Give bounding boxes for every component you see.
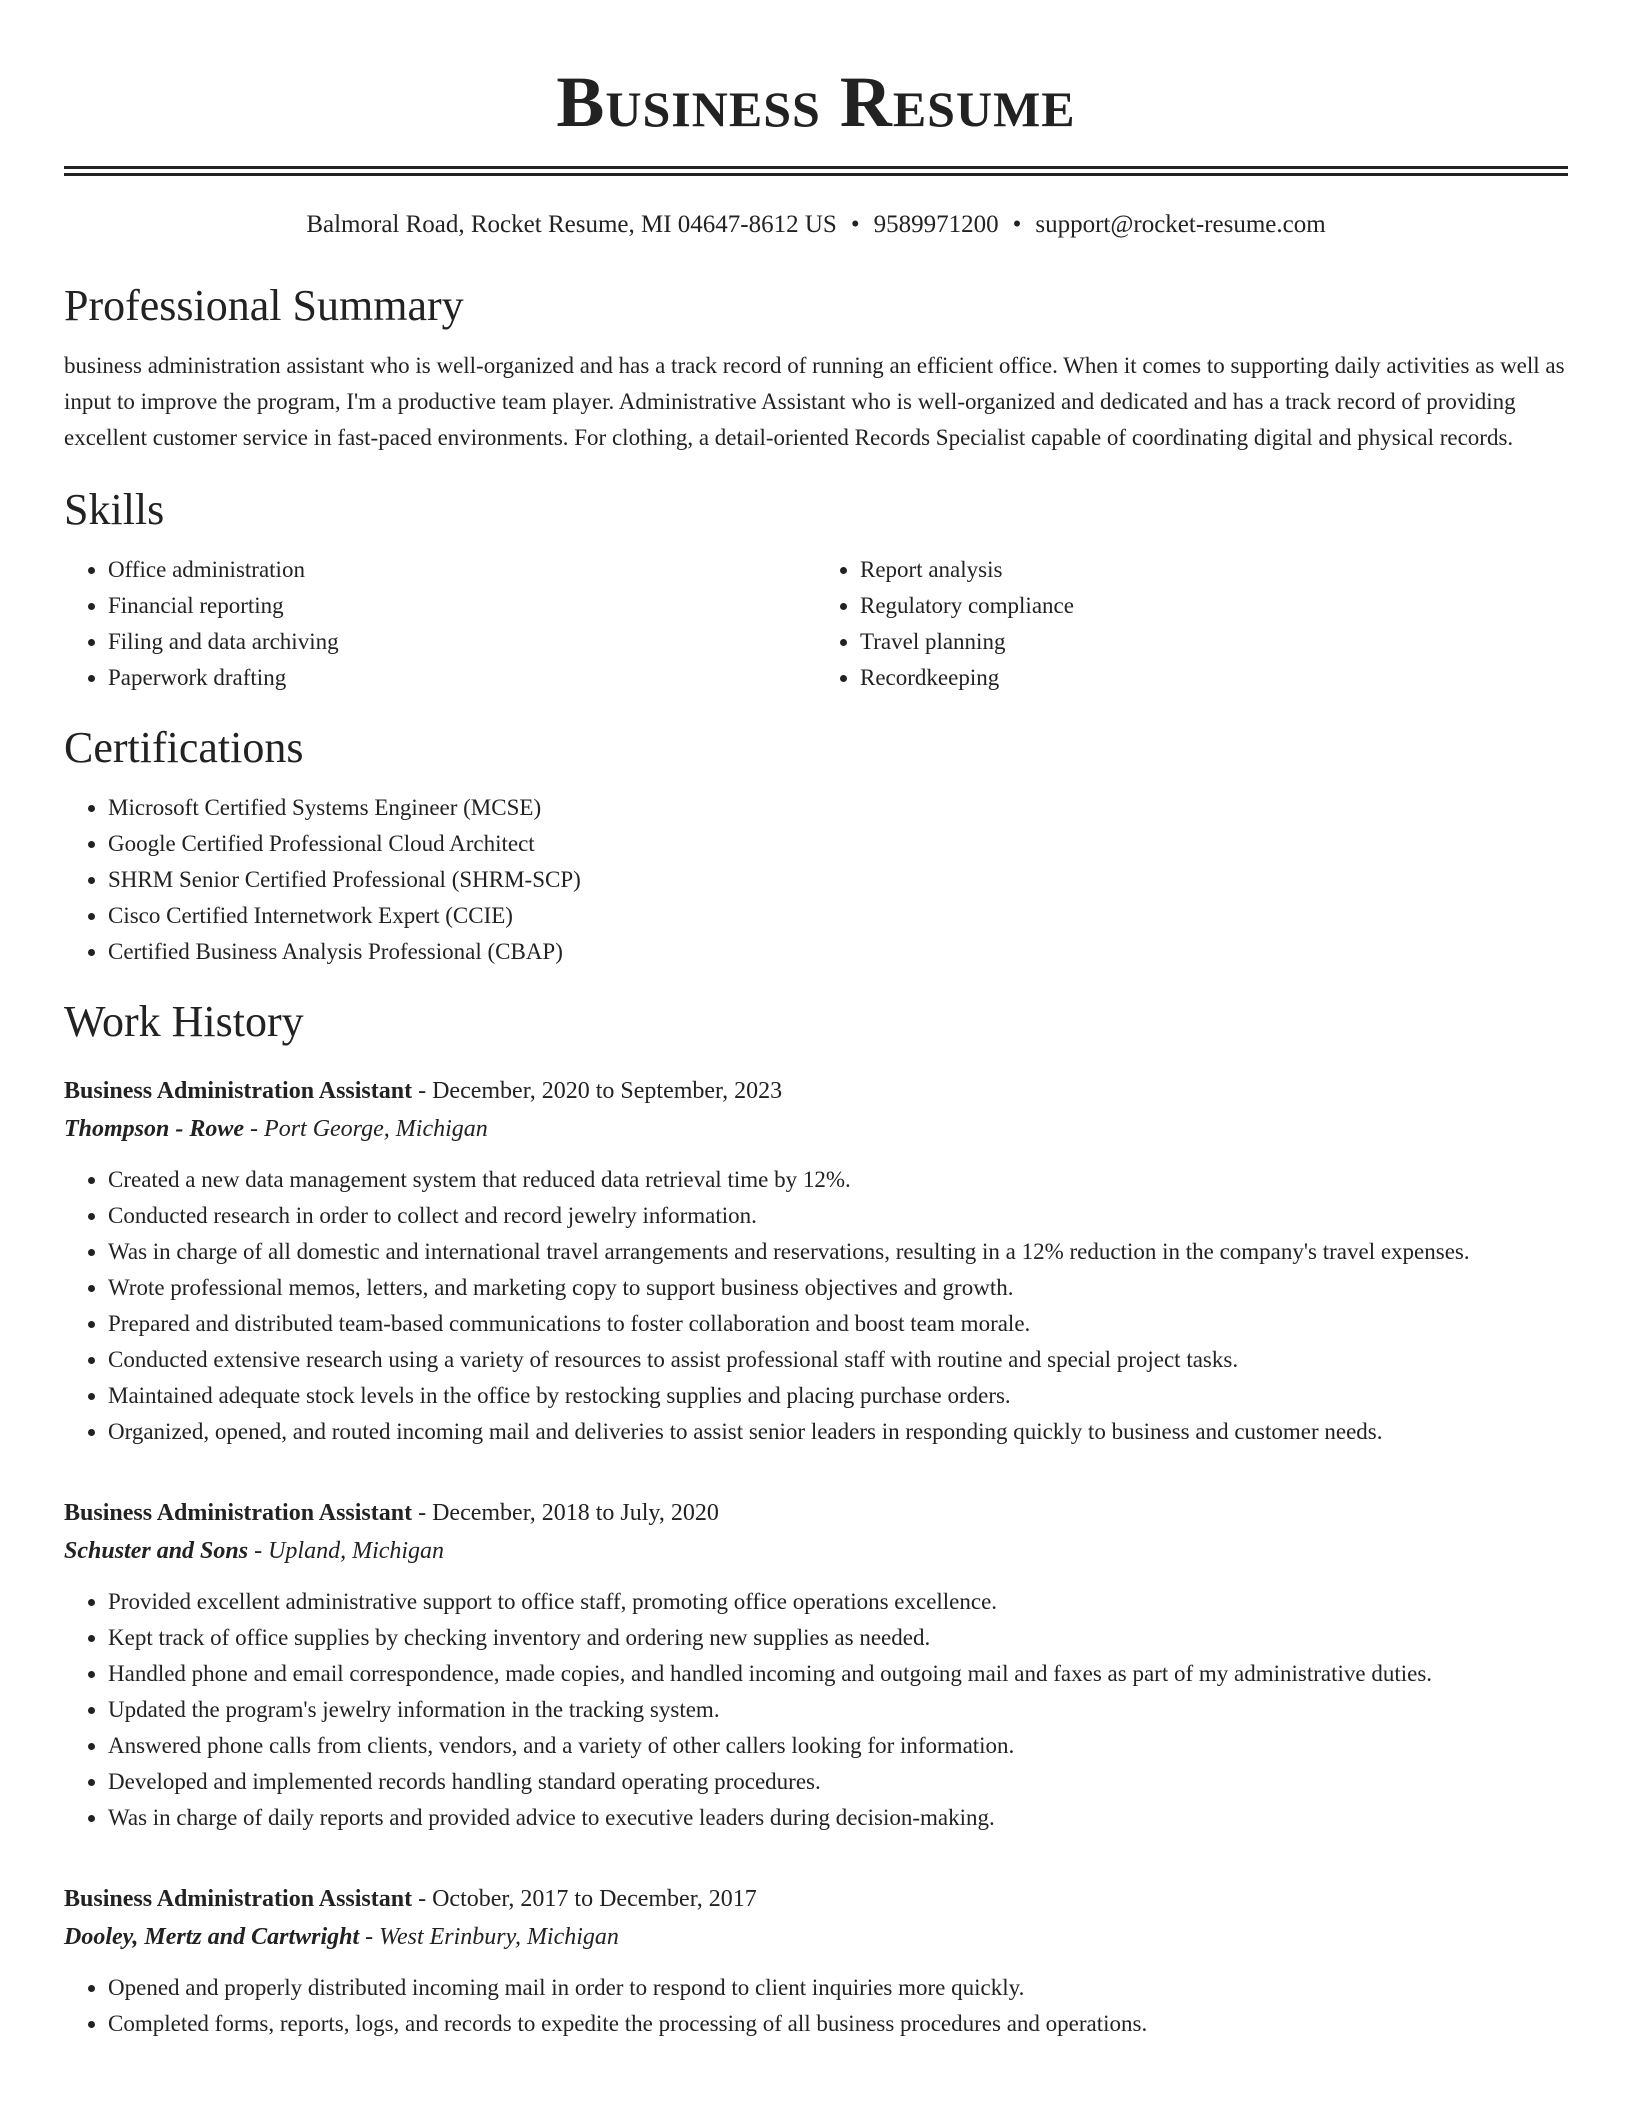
job-employer-line <box>64 1110 1568 1148</box>
job-dates: October, 2017 to December, 2017 <box>432 1886 757 1912</box>
certification-item: • SHRM Senior Certified Professional (SHRM-SCP) <box>108 862 1568 898</box>
job-location: West Erinbury, Michigan <box>379 1924 619 1950</box>
job-duty-item: • Created a new data management system that reduced data retrieval time by 12%. <box>108 1162 1568 1198</box>
skills-columns <box>64 552 1568 696</box>
job-dash: - <box>244 1116 265 1142</box>
summary-text: business administration assistant who is well-organized and has a track record of running an efficient office. When it comes to supporting daily activities as well as input to improve the program, I'm a productive team player. Administrative Assistant who is well-organized and dedicated and has a track record of providing excellent customer service in fast-paced environments. For clothing, a detail-oriented Records Specialist capable of coordinating digital and physical records. <box>64 353 1565 450</box>
job-dates: December, 2018 to July, 2020 <box>432 1500 719 1526</box>
job-duty-item: • Conducted research in order to collect and record jewelry information. <box>108 1198 1568 1234</box>
job-duty-item: • Kept track of office supplies by checking inventory and ordering new supplies as needed. <box>108 1620 1568 1656</box>
job-duty-item: • Handled phone and email correspondence, made copies, and handled incoming and outgoing mail and faxes as part of my administrative duties. <box>108 1656 1568 1692</box>
job-duty-item: • Provided excellent administrative support to office staff, promoting office operations excellence. <box>108 1584 1568 1620</box>
work-history-section <box>64 996 1568 2042</box>
job-duty-item: • Prepared and distributed team-based communications to foster collaboration and boost team morale. <box>108 1306 1568 1342</box>
job-duty-item: • Maintained adequate stock levels in the office by restocking supplies and placing purchase orders. <box>108 1378 1568 1414</box>
job-location: Upland, Michigan <box>268 1538 445 1564</box>
job-duty-item: • Developed and implemented records handling standard operating procedures. <box>108 1764 1568 1800</box>
skill-item: • Financial reporting <box>108 588 816 624</box>
contact-line <box>64 210 1568 240</box>
job-duty-item: • Conducted extensive research using a variety of resources to assist professional staff with routine and special project tasks. <box>108 1342 1568 1378</box>
job-duty-item: • Was in charge of daily reports and provided advice to executive leaders during decision-making. <box>108 1800 1568 1836</box>
job-dash: - <box>412 1500 433 1526</box>
job-duties-list <box>64 1970 1568 2042</box>
contact-separator: • <box>850 211 860 238</box>
job-duty-item: • Wrote professional memos, letters, and marketing copy to support business objectives and growth. <box>108 1270 1568 1306</box>
contact-email: support@rocket-resume.com <box>1035 211 1326 238</box>
skill-item: • Travel planning <box>860 624 1568 660</box>
skills-list-left <box>64 552 816 696</box>
skill-item: • Office administration <box>108 552 816 588</box>
job-entry <box>64 1880 1568 2042</box>
job-company: Thompson - Rowe <box>64 1116 245 1142</box>
job-employer-line <box>64 1532 1568 1570</box>
job-title-line <box>64 1880 1568 1918</box>
job-duty-item: • Answered phone calls from clients, vendors, and a variety of other callers looking for information. <box>108 1728 1568 1764</box>
skill-item: • Report analysis <box>860 552 1568 588</box>
title-divider <box>64 166 1568 176</box>
skill-item: • Paperwork drafting <box>108 660 816 696</box>
jobs-container <box>64 1072 1568 2042</box>
skills-heading: Skills <box>64 485 165 534</box>
certifications-list <box>64 790 1568 970</box>
summary-section <box>64 280 1568 456</box>
skill-item: • Regulatory compliance <box>860 588 1568 624</box>
skills-list-right <box>816 552 1568 696</box>
resume-title: Business Resume <box>556 62 1076 142</box>
job-title-line <box>64 1494 1568 1532</box>
skills-section <box>64 484 1568 696</box>
certification-item: • Certified Business Analysis Professional (CBAP) <box>108 934 1568 970</box>
skill-item: • Recordkeeping <box>860 660 1568 696</box>
contact-phone: 9589971200 <box>873 211 999 238</box>
job-entry <box>64 1494 1568 1836</box>
job-role: Business Administration Assistant <box>64 1078 413 1104</box>
job-duty-item: • Completed forms, reports, logs, and records to expedite the processing of all business procedures and operations. <box>108 2006 1568 2042</box>
job-duty-item: • Was in charge of all domestic and international travel arrangements and reservations, resulting in a 12% reduction in the company's travel expenses. <box>108 1234 1568 1270</box>
work-history-heading: Work History <box>64 997 304 1046</box>
resume-page <box>64 0 1568 2042</box>
certification-item: • Microsoft Certified Systems Engineer (MCSE) <box>108 790 1568 826</box>
job-title-line <box>64 1072 1568 1110</box>
job-duty-item: • Updated the program's jewelry information in the tracking system. <box>108 1692 1568 1728</box>
skill-item: • Filing and data archiving <box>108 624 816 660</box>
job-company: Schuster and Sons <box>64 1538 249 1564</box>
job-dash: - <box>412 1078 433 1104</box>
job-role: Business Administration Assistant <box>64 1500 413 1526</box>
certifications-section <box>64 722 1568 970</box>
certification-item: • Google Certified Professional Cloud Architect <box>108 826 1568 862</box>
job-employer-line <box>64 1918 1568 1956</box>
job-duties-list <box>64 1584 1568 1836</box>
certifications-heading: Certifications <box>64 723 304 772</box>
job-dash: - <box>248 1538 269 1564</box>
contact-address: Balmoral Road, Rocket Resume, MI 04647-8612 US <box>306 211 837 238</box>
job-duty-item: • Organized, opened, and routed incoming mail and deliveries to assist senior leaders in responding quickly to business and customer needs. <box>108 1414 1568 1450</box>
job-company: Dooley, Mertz and Cartwright <box>64 1924 360 1950</box>
job-entry <box>64 1072 1568 1450</box>
certification-item: • Cisco Certified Internetwork Expert (CCIE) <box>108 898 1568 934</box>
job-duties-list <box>64 1162 1568 1450</box>
job-role: Business Administration Assistant <box>64 1886 413 1912</box>
job-dash: - <box>359 1924 380 1950</box>
summary-heading: Professional Summary <box>64 281 464 330</box>
job-location: Port George, Michigan <box>264 1116 488 1142</box>
job-duty-item: • Opened and properly distributed incoming mail in order to respond to client inquiries more quickly. <box>108 1970 1568 2006</box>
job-dash: - <box>412 1886 433 1912</box>
job-dates: December, 2020 to September, 2023 <box>432 1078 783 1104</box>
contact-separator: • <box>1012 211 1022 238</box>
